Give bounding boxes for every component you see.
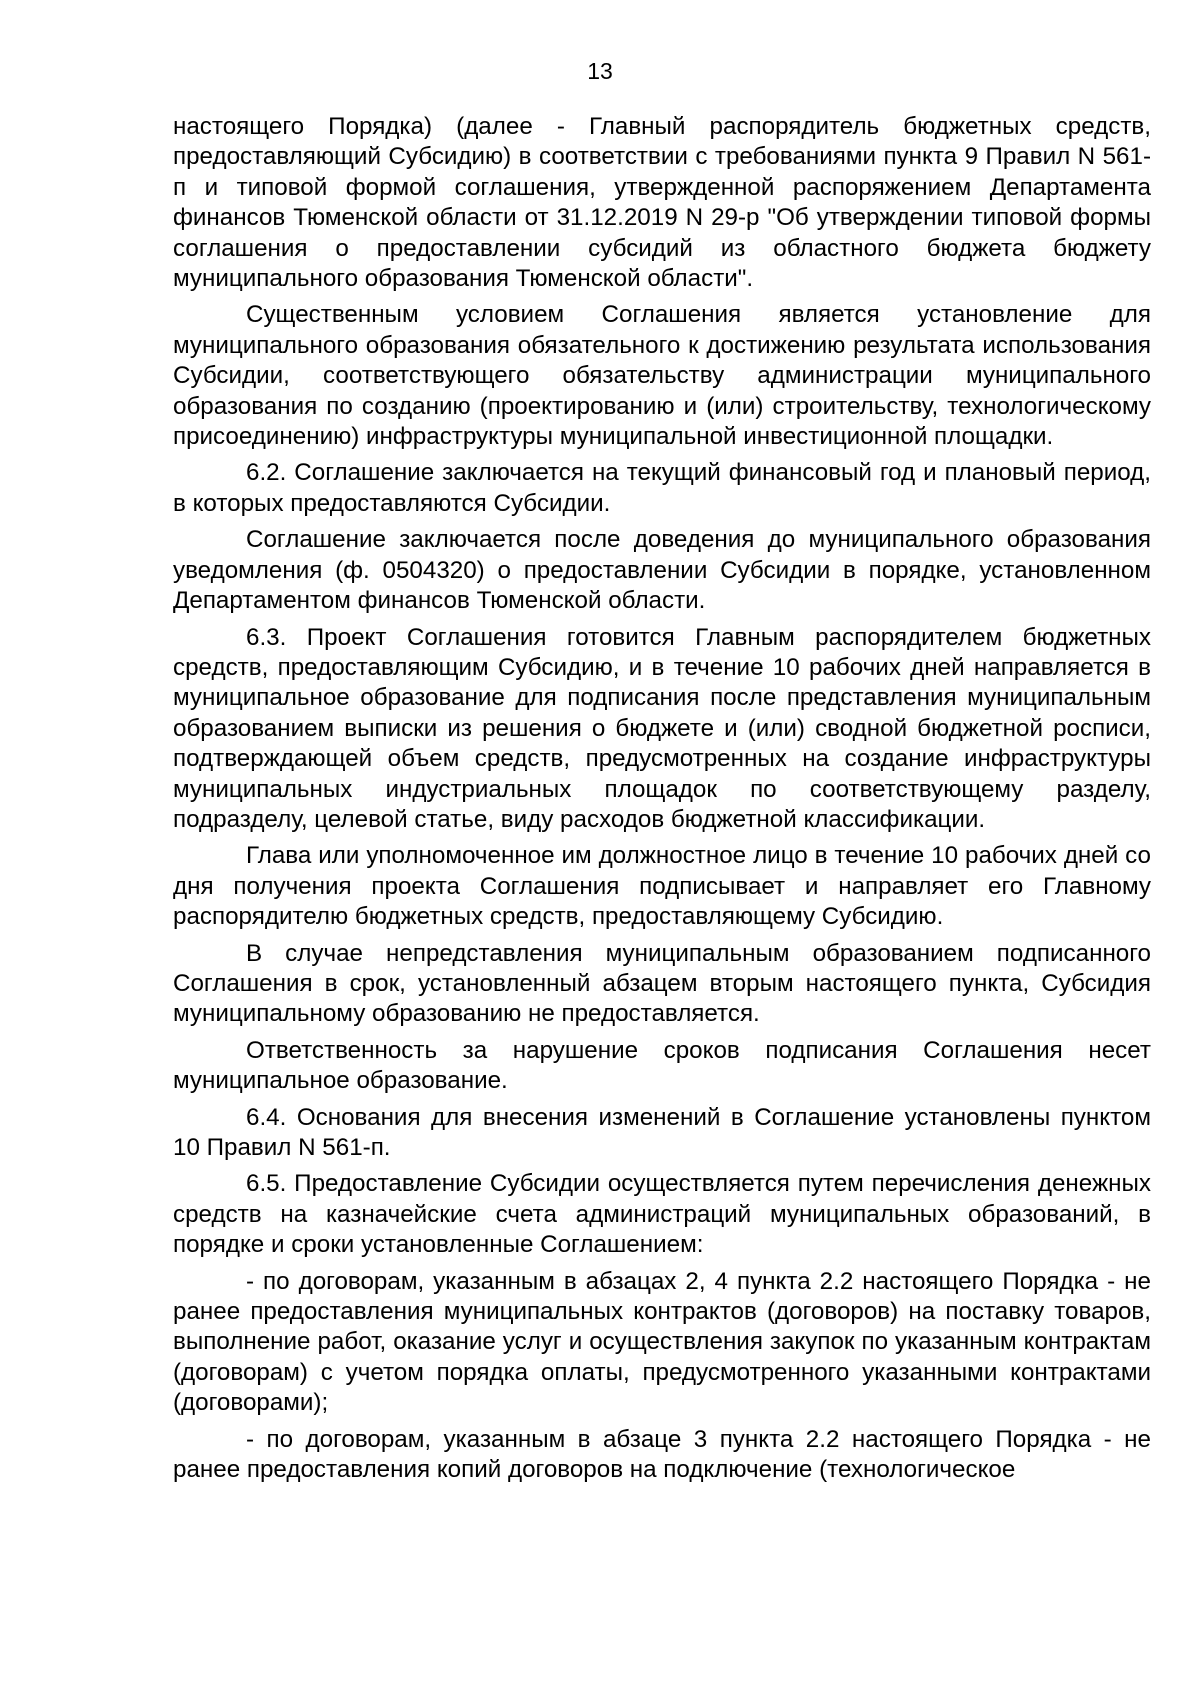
paragraph-6-2: 6.2. Соглашение заключается на текущий финансовый год и плановый период, в которых предоставляются Субсидии. xyxy=(173,459,1151,517)
page-number: 13 xyxy=(587,58,613,84)
list-item: - по договорам, указанным в абзацах 2, 4 пункта 2.2 настоящего Порядка - не ранее предоставления муниципальных контрактов (договоров) на поставку товаров, выполнение работ, оказание услуг и осуществления закупок по указанным контрактам (договорам) с учетом порядка оплаты, предусмотренного указанными контрактами (договорами); xyxy=(173,1267,1151,1417)
paragraph: Ответственность за нарушение сроков подписания Соглашения несет муниципальное образование. xyxy=(173,1036,1151,1095)
paragraph: В случае непредставления муниципальным образованием подписанного Соглашения в срок, установленный абзацем вторым настоящего пункта, Субсидия муниципальному образованию не предоставляется. xyxy=(173,939,1151,1028)
paragraph: Существенным условием Соглашения является установление для муниципального образования обязательного к достижению результата использования Субсидии, соответствующего обязательству администрации муниципального образования по созданию (проектированию и (или) строительству, технологическому присоединению) инфраструктуры муниципальной инвестиционной площадки. xyxy=(173,301,1151,451)
paragraph: Соглашение заключается после доведения до муниципального образования уведомления (ф. 0504320) о предоставлении Субсидии в порядке, установленном Департаментом финансов Тюменской области. xyxy=(173,526,1151,615)
paragraph-6-3: 6.3. Проект Соглашения готовится Главным распорядителем бюджетных средств, предоставляющим Субсидию, и в течение 10 рабочих дней направляется в муниципальное образование для подписания после представления муниципальным образованием выписки из решения о бюджете и (или) сводной бюджетной росписи, подтверждающей объем средств, предусмотренных на создание инфраструктуры муниципальных индустриальных площадок по соответствующему разделу, подразделу, целевой статье, виду расходов бюджетной классификации. xyxy=(173,623,1151,833)
paragraph: Глава или уполномоченное им должностное лицо в течение 10 рабочих дней со дня получения проекта Соглашения подписывает и направляет его Главному распорядителю бюджетных средств, предоставляющему Субсидию. xyxy=(173,842,1151,931)
paragraph-continuation: настоящего Порядка) (далее - Главный распорядитель бюджетных средств, предоставляющий Субсидию) в соответствии с требованиями пункта 9 Правил N 561-п и типовой формой соглашения, утвержденной распоряжением Департамента финансов Тюменской области от 31.12.2019 N 29-р "Об утверждении типовой формы соглашения о предоставлении субсидий из областного бюджета бюджету муниципального образования Тюменской области". xyxy=(173,113,1151,293)
paragraph-6-5: 6.5. Предоставление Субсидии осуществляется путем перечисления денежных средств на казначейские счета администраций муниципальных образований, в порядке и сроки установленные Соглашением: xyxy=(173,1170,1151,1259)
document-body xyxy=(173,112,1151,1491)
paragraph-6-4: 6.4. Основания для внесения изменений в Соглашение установлены пунктом 10 Правил N 561-п. xyxy=(173,1103,1151,1161)
list-item: - по договорам, указанным в абзаце 3 пункта 2.2 настоящего Порядка - не ранее предоставления копий договоров на подключение (технологическое xyxy=(173,1425,1151,1484)
